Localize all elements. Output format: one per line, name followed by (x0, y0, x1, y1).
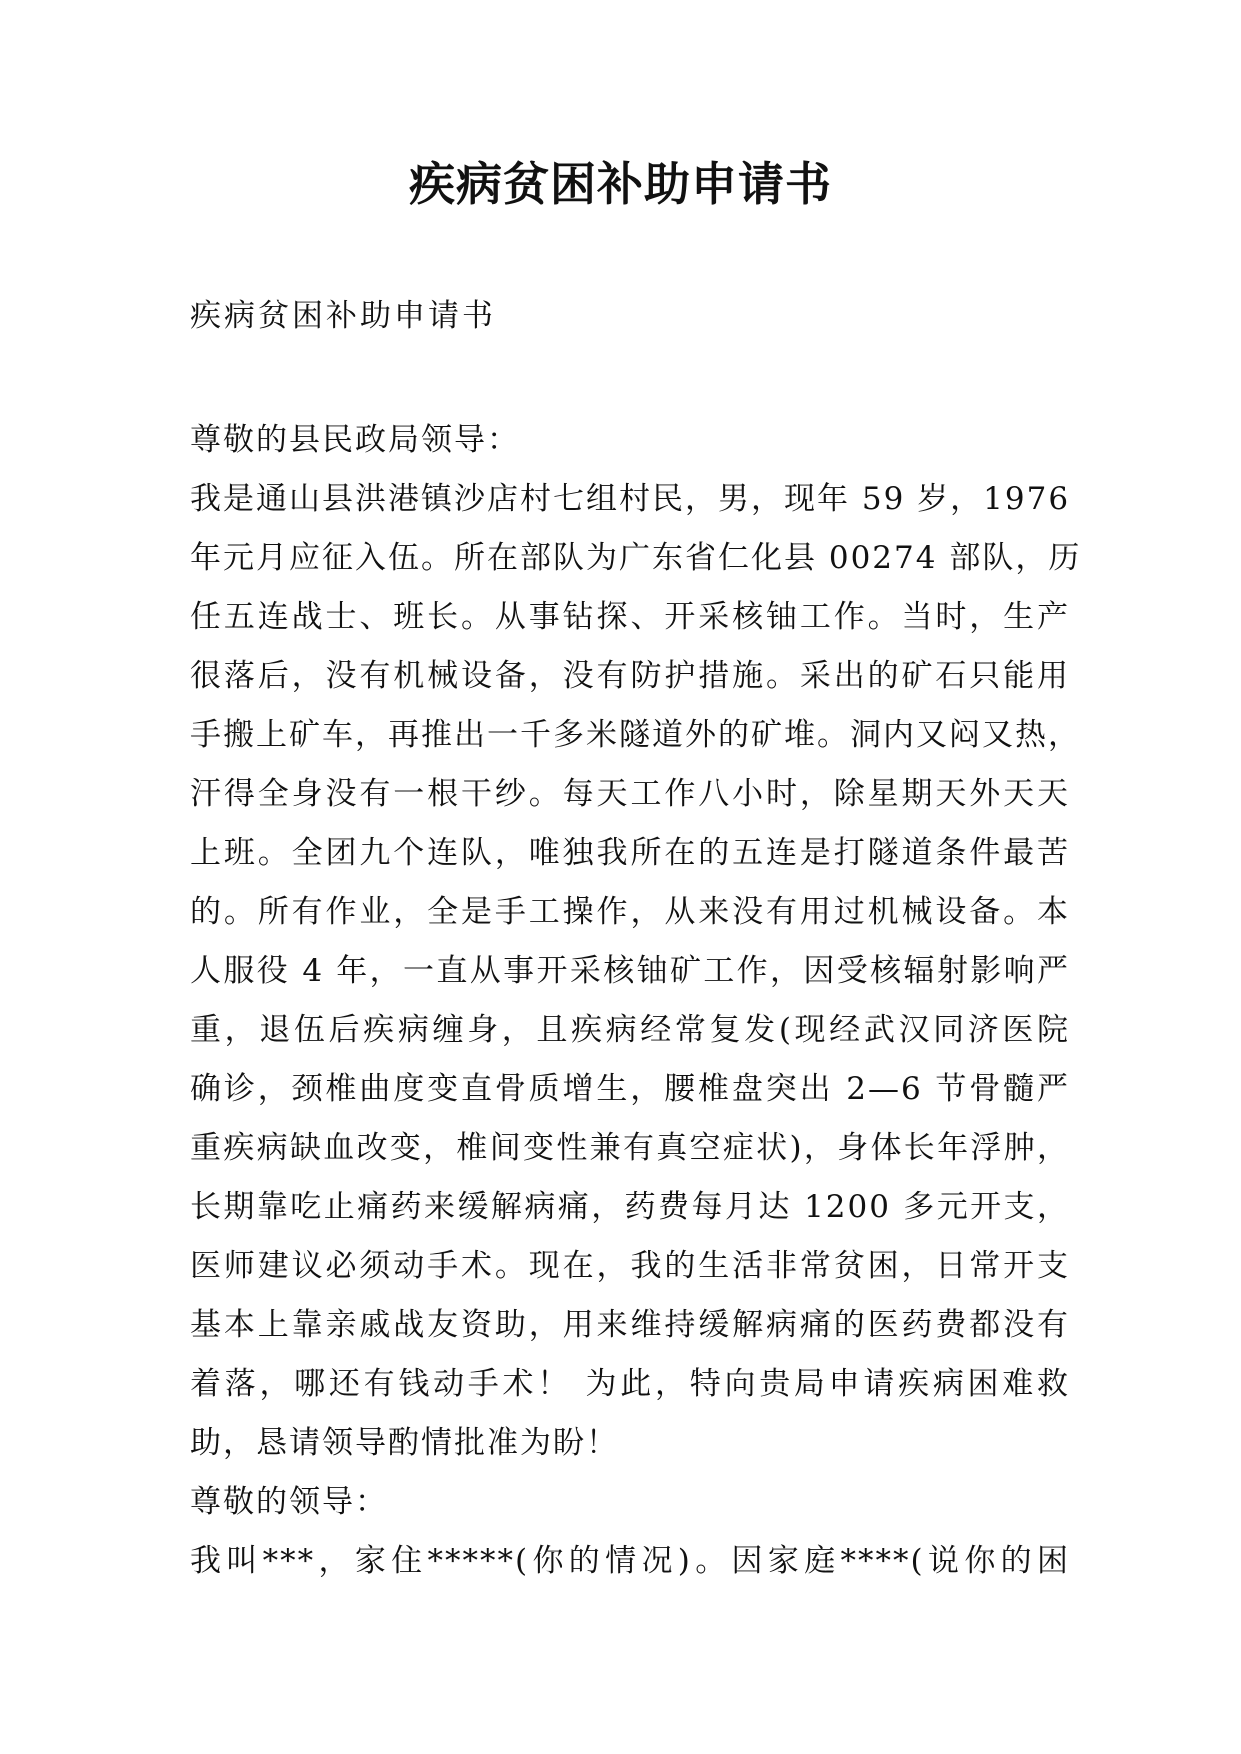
body-line-3: 任五连战士、班长。从事钻探、开采核铀工作。当时，生产 (190, 599, 1070, 635)
document-subtitle: 疾病贫困补助申请书 (190, 298, 496, 334)
salutation-1: 尊敬的县民政局领导： (190, 422, 520, 458)
document-body (190, 411, 1082, 1591)
body-line-10: 重，退伍后疾病缠身，且疾病经常复发(现经武汉同济医院 (190, 1012, 1070, 1048)
body-line-13: 长期靠吃止痛药来缓解病痛，药费每月达 1200 多元开支， (190, 1189, 1070, 1225)
body-line-5: 手搬上矿车，再推出一千多米隧道外的矿堆。洞内又闷又热， (190, 717, 1081, 753)
salutation-2: 尊敬的领导： (190, 1484, 388, 1520)
body-line-6: 汗得全身没有一根干纱。每天工作八小时，除星期天外天天 (190, 776, 1070, 812)
body-line-14: 医师建议必须动手术。现在，我的生活非常贫困，日常开支 (190, 1248, 1070, 1284)
body-line-15: 基本上靠亲戚战友资助，用来维持缓解病痛的医药费都没有 (190, 1307, 1070, 1343)
document-title: 疾病贫困补助申请书 (409, 157, 832, 211)
body-line-9: 人服役 4 年，一直从事开采核铀矿工作，因受核辐射影响严 (190, 953, 1070, 989)
body-line-12: 重疾病缺血改变，椎间变性兼有真空症状)，身体长年浮肿， (190, 1130, 1070, 1166)
body-line-4: 很落后，没有机械设备，没有防护措施。采出的矿石只能用 (190, 658, 1070, 694)
body-line-2: 年元月应征入伍。所在部队为广东省仁化县 00274 部队，历 (190, 540, 1082, 576)
body-line-18: 我叫***，家住*****(你的情况)。因家庭****(说你的困 (190, 1543, 1070, 1579)
body-line-7: 上班。全团九个连队，唯独我所在的五连是打隧道条件最苦 (190, 835, 1070, 871)
body-line-1: 我是通山县洪港镇沙店村七组村民，男，现年 59 岁，1976 (190, 481, 1071, 517)
body-line-8: 的。所有作业，全是手工操作，从来没有用过机械设备。本 (190, 894, 1070, 930)
body-line-17: 助，恳请领导酌情批准为盼！ (190, 1425, 619, 1461)
body-line-16: 着落，哪还有钱动手术！ 为此，特向贵局申请疾病困难救 (190, 1366, 1070, 1402)
body-line-11: 确诊，颈椎曲度变直骨质增生，腰椎盘突出 2—6 节骨髓严 (190, 1071, 1070, 1107)
